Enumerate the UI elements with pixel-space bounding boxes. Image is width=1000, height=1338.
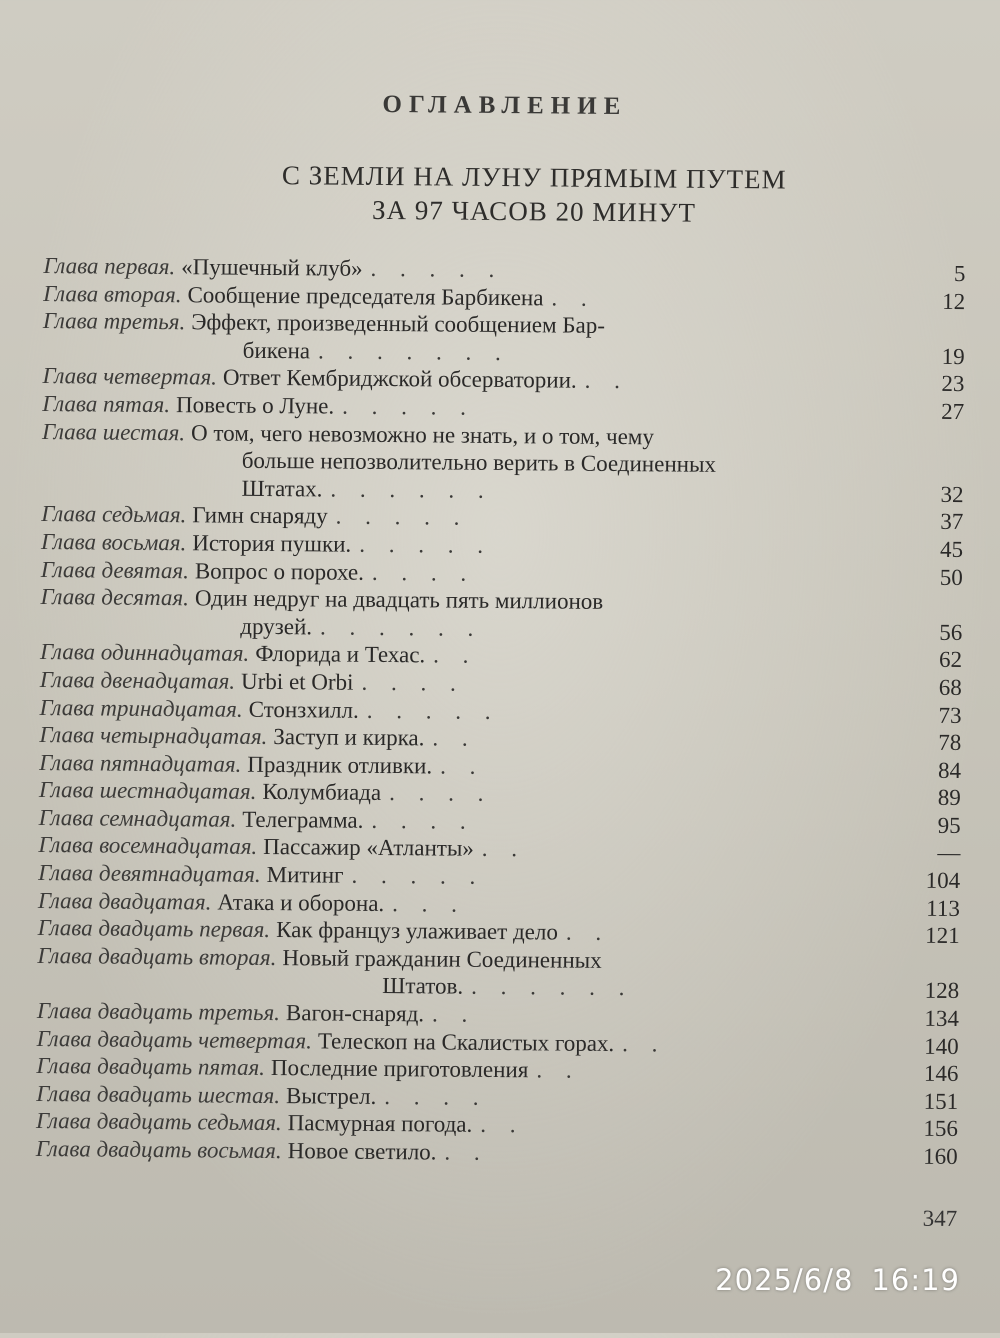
chapter-label: Глава шестая. bbox=[41, 418, 186, 445]
leader-dots: . . bbox=[584, 368, 630, 394]
chapter-page-number: 37 bbox=[940, 509, 964, 535]
leader-dots: . . . . . . bbox=[319, 614, 483, 641]
leader-dots: . . . . . . bbox=[330, 476, 493, 503]
chapter-label: Глава вторая. bbox=[43, 280, 182, 307]
chapter-page-number: 27 bbox=[941, 398, 965, 425]
chapter-label: Глава двадцать первая. bbox=[37, 915, 271, 943]
chapter-label: Глава тринадцатая. bbox=[39, 694, 243, 722]
photo-timestamp bbox=[715, 1263, 960, 1297]
chapter-label: Глава седьмая. bbox=[41, 501, 187, 528]
leader-dots: . . . . . bbox=[366, 697, 500, 724]
part-title bbox=[4, 156, 1000, 233]
chapter-title: Сообщение председателя Барбикена bbox=[187, 281, 544, 310]
chapter-page-number: 50 bbox=[939, 564, 963, 590]
chapter-page-number: 62 bbox=[938, 647, 963, 673]
chapter-label: Глава двадцать шестая. bbox=[36, 1080, 281, 1108]
chapter-title: Стонзхилл. bbox=[248, 696, 359, 723]
chapter-page-number: — bbox=[937, 840, 961, 866]
chapter-title: Новое светило. bbox=[287, 1138, 437, 1165]
leader-dots: . . bbox=[440, 753, 485, 779]
leader-dots: . . . bbox=[392, 890, 467, 917]
chapter-title: Выстрел. bbox=[285, 1082, 377, 1109]
leader-dots: . . bbox=[480, 1112, 525, 1138]
leader-dots: . . . . . bbox=[335, 503, 469, 531]
chapter-page-number: 45 bbox=[939, 536, 964, 562]
chapter-title: Ответ Кембриджской обсерватории. bbox=[222, 364, 577, 394]
toc-entry bbox=[43, 307, 973, 370]
chapter-title: История пушки. bbox=[192, 530, 352, 557]
leader-dots: . . bbox=[432, 725, 477, 751]
leader-dots: . . . . . bbox=[342, 393, 476, 420]
chapter-label: Глава четвертая. bbox=[42, 363, 218, 390]
chapter-label: Глава четырнадцатая. bbox=[39, 722, 268, 750]
continuation-text: Штатах. bbox=[241, 475, 323, 502]
leader-dots: . . . . . . bbox=[471, 974, 634, 1001]
leader-dots: . . . . . . . bbox=[317, 338, 510, 365]
chapter-label: Глава одиннадцатая. bbox=[40, 639, 250, 667]
chapter-title: Вагон-снаряд. bbox=[285, 1000, 425, 1027]
chapter-page-number: 104 bbox=[925, 867, 961, 894]
page-number: 347 bbox=[922, 1205, 958, 1232]
chapter-title: Телеграмма. bbox=[242, 806, 364, 833]
chapter-page-number: 19 bbox=[941, 343, 965, 369]
leader-dots: . . . . bbox=[361, 669, 465, 696]
leader-dots: . . bbox=[431, 1001, 477, 1027]
chapter-label: Глава двадцать седьмая. bbox=[35, 1108, 282, 1136]
chapter-title: Телескоп на Скалистых горах. bbox=[317, 1028, 615, 1056]
chapter-page-number: 121 bbox=[925, 922, 960, 949]
continuation-text: бикена bbox=[242, 337, 311, 364]
chapter-page-number: 134 bbox=[924, 1005, 960, 1032]
leader-dots: . . bbox=[444, 1139, 489, 1165]
part-title-line-1: С ЗЕМЛИ НА ЛУНУ ПРЯМЫМ ПУТЕМ bbox=[281, 160, 787, 195]
toc-entry bbox=[40, 583, 970, 646]
chapter-page-number: 78 bbox=[938, 729, 962, 756]
chapter-title: Как француз улаживает дело bbox=[276, 917, 559, 945]
part-title-line-2: ЗА 97 ЧАСОВ 20 МИНУТ bbox=[371, 194, 697, 228]
chapter-title: Праздник отливки. bbox=[247, 751, 433, 779]
chapter-title: Новый гражданин Соединенных bbox=[282, 944, 602, 973]
toc-entry bbox=[41, 418, 972, 509]
leader-dots: . . . . . bbox=[370, 255, 504, 283]
leader-dots: . . . . bbox=[389, 780, 493, 807]
chapter-title: Пасмурная погода. bbox=[287, 1110, 473, 1138]
chapter-title: Митинг bbox=[266, 862, 344, 888]
leader-dots: . . . . bbox=[384, 1083, 488, 1110]
chapter-title: Гимн снаряду bbox=[192, 502, 328, 529]
chapter-page-number: 151 bbox=[923, 1088, 959, 1114]
chapter-label: Глава двадцать третья. bbox=[36, 998, 281, 1026]
chapter-title: Пассажир «Атланты» bbox=[263, 834, 474, 862]
leader-dots: . . bbox=[433, 642, 478, 669]
leader-dots: . . . . bbox=[371, 807, 475, 834]
continuation-text: Штатов. bbox=[382, 973, 464, 1000]
chapter-label: Глава восемнадцатая. bbox=[38, 832, 258, 860]
chapter-label: Глава восьмая. bbox=[40, 528, 187, 556]
chapter-label: Глава двадцать четвертая. bbox=[36, 1025, 313, 1053]
chapter-label: Глава двадцать восьмая. bbox=[35, 1135, 282, 1164]
chapter-label: Глава семнадцатая. bbox=[38, 804, 237, 832]
chapter-label: Глава двенадцатая. bbox=[39, 666, 236, 694]
leader-dots: . . bbox=[565, 919, 611, 946]
toc-entry bbox=[37, 942, 967, 1005]
leader-dots: . . bbox=[622, 1030, 667, 1057]
chapter-label: Глава десятая. bbox=[40, 584, 190, 611]
chapter-title: Эффект, произведенный сообщением Бар- bbox=[191, 309, 606, 339]
chapter-title: Заступ и кирка. bbox=[273, 724, 425, 751]
chapter-page-number: 84 bbox=[938, 757, 962, 783]
chapter-page-number: 56 bbox=[939, 619, 963, 645]
chapter-page-number: 12 bbox=[942, 288, 966, 314]
chapter-label: Глава пятнадцатая. bbox=[39, 749, 242, 777]
chapter-page-number: 146 bbox=[923, 1060, 959, 1087]
chapter-label: Глава двадцатая. bbox=[37, 887, 212, 915]
leader-dots: . . . . . bbox=[359, 531, 493, 558]
timestamp-time: 16:19 bbox=[871, 1263, 960, 1297]
chapter-page-number: 32 bbox=[940, 481, 964, 507]
chapter-title: Колумбиада bbox=[262, 779, 382, 806]
leader-dots: . . bbox=[536, 1057, 581, 1083]
chapter-label: Глава первая. bbox=[43, 253, 176, 280]
chapter-label: Глава девятнадцатая. bbox=[38, 860, 261, 887]
chapter-title: Последние приготовления bbox=[270, 1055, 529, 1083]
chapter-label: Глава третья. bbox=[42, 308, 186, 335]
chapter-title: Вопрос о порохе. bbox=[194, 557, 365, 585]
chapter-title: «Пушечный клуб» bbox=[181, 254, 363, 281]
chapter-page-number: 113 bbox=[926, 895, 961, 921]
chapter-label: Глава девятая. bbox=[40, 556, 190, 583]
chapter-label: Глава шестнадцатая. bbox=[38, 777, 257, 805]
toc-heading: ОГЛАВЛЕНИЕ bbox=[382, 90, 628, 121]
chapter-title: Флорида и Техас. bbox=[255, 641, 426, 668]
chapter-page-number: 160 bbox=[923, 1143, 958, 1170]
chapter-title: Urbi et Orbi bbox=[240, 668, 354, 695]
chapter-page-number: 156 bbox=[923, 1116, 959, 1142]
chapter-page-number: 68 bbox=[938, 674, 962, 700]
chapter-page-number: 5 bbox=[953, 260, 966, 287]
chapter-page-number: 128 bbox=[924, 978, 960, 1004]
chapter-page-number: 95 bbox=[937, 812, 961, 838]
leader-dots: . . bbox=[481, 836, 527, 862]
toc-list bbox=[36, 252, 974, 1171]
chapter-label: Глава двадцать пятая. bbox=[36, 1053, 266, 1081]
leader-dots: . . bbox=[551, 285, 596, 311]
continuation-text: друзей. bbox=[240, 613, 313, 640]
chapter-label: Глава пятая. bbox=[42, 390, 171, 418]
chapter-page-number: 23 bbox=[941, 371, 965, 397]
chapter-label: Глава двадцать вторая. bbox=[37, 942, 277, 970]
chapter-page-number: 89 bbox=[937, 785, 961, 811]
leader-dots: . . . . . bbox=[351, 862, 485, 889]
chapter-title: Атака и оборона. bbox=[217, 889, 385, 916]
chapter-title: Повесть о Луне. bbox=[175, 392, 335, 419]
chapter-title: Один недруг на двадцать пять миллионов bbox=[194, 585, 604, 615]
chapter-title: О том, чего невозможно не знать, и о том, чему bbox=[190, 419, 655, 449]
continuation-text: больше непозволительно верить в Соединенных bbox=[241, 447, 717, 478]
leader-dots: . . . . bbox=[371, 559, 476, 586]
chapter-page-number: 140 bbox=[924, 1033, 959, 1059]
timestamp-date: 2025/6/8 bbox=[715, 1263, 854, 1297]
chapter-page-number: 73 bbox=[938, 702, 962, 728]
